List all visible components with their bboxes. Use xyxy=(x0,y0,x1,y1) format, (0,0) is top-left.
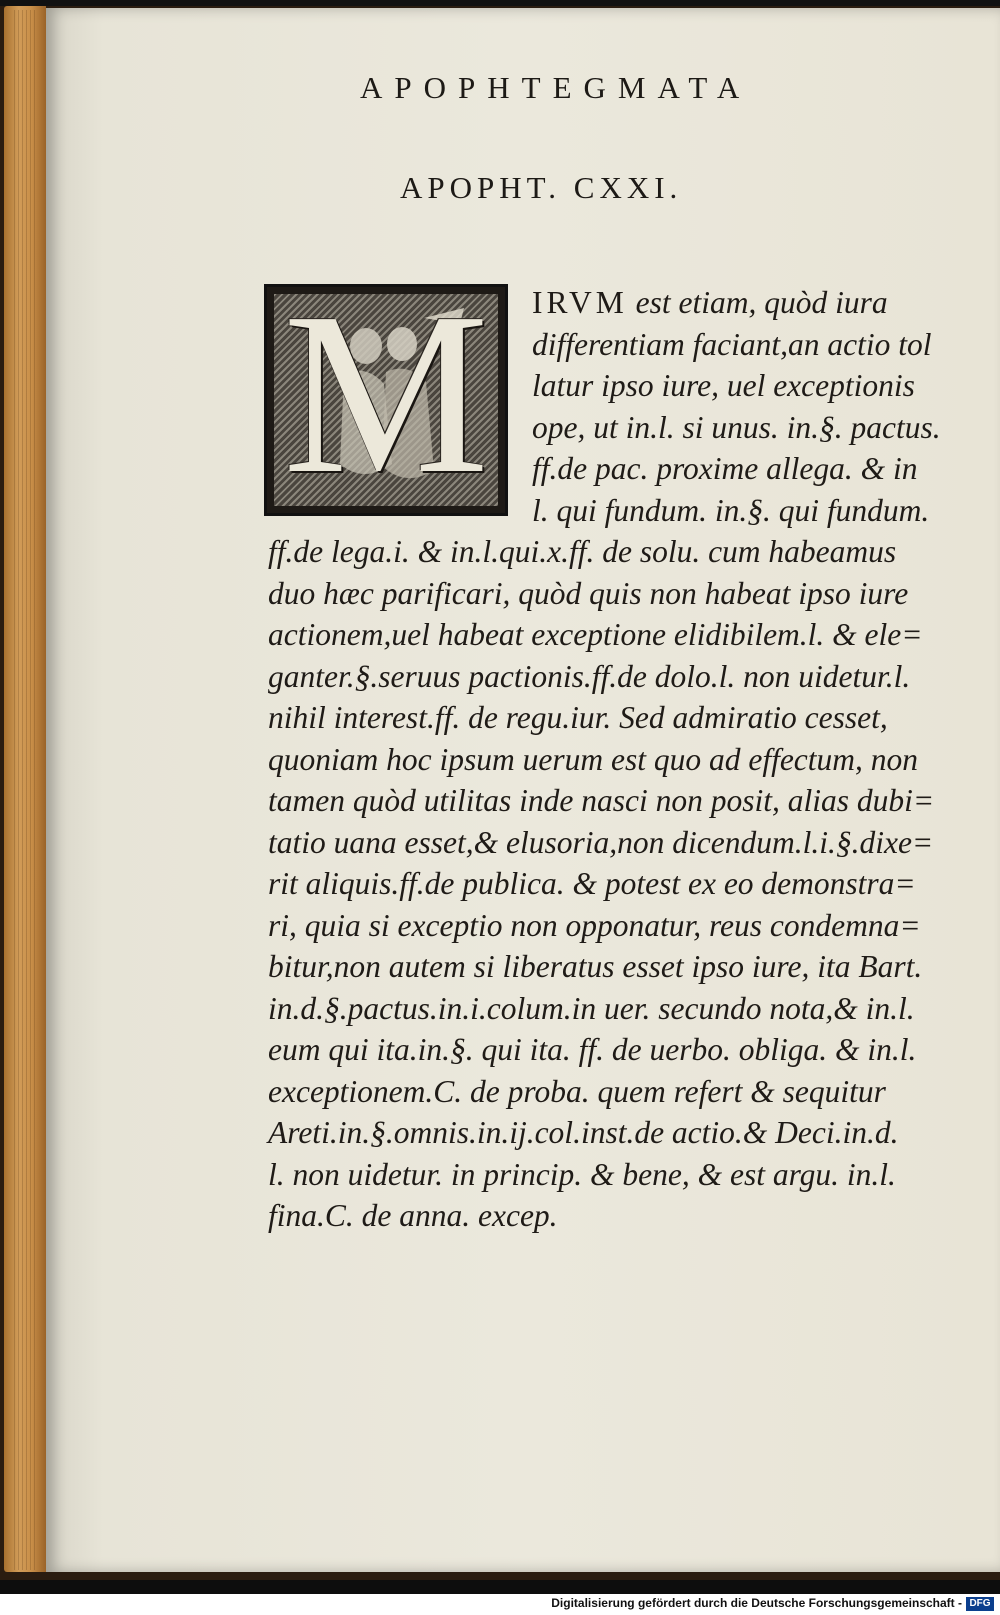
footer-credit: Digitalisierung gefördert durch die Deutsche Forschungsgemeinschaft - xyxy=(551,1596,962,1610)
text-line: tamen quòd utilitas inde nasci non posit, alias dubi= xyxy=(268,783,935,818)
text-line: differentiam faciant,an actio tol xyxy=(532,326,932,362)
chapter-heading: APOPHT. CXXI. xyxy=(400,170,683,205)
text-line: ff.de lega.i. & in.l.qui.x.ff. de solu. cum habeamus xyxy=(268,534,897,569)
text-line: l. non uidetur. in princip. & bene, & est argu. in.l. xyxy=(268,1156,896,1192)
text-line: nihil interest.ff. de regu.iur. Sed admiratio cesset, xyxy=(268,700,888,735)
running-title: APOPHTEGMATA xyxy=(360,70,752,105)
lead-word: IRVM xyxy=(532,285,628,320)
initial-letter: M xyxy=(282,294,490,506)
text-line xyxy=(268,282,958,324)
text-line: tatio uana esset,& elusoria,non dicendum.l.i.§.dixe= xyxy=(268,824,934,860)
text-line: l. qui fundum. in.§. qui fundum. xyxy=(532,492,930,528)
text-line: ope, ut in.l. si unus. in.§. pactus. xyxy=(532,409,941,445)
text-line: bitur,non autem si liberatus esset ipso iure, ita Bart. xyxy=(268,949,923,984)
body-text xyxy=(268,282,958,1237)
page-edge-lines xyxy=(14,10,36,1570)
text-line: latur ipso iure, uel exceptionis xyxy=(532,368,915,403)
text-line: duo hæc parificari, quòd quis non habeat ipso iure xyxy=(268,575,909,611)
text-line: rit aliquis.ff.de publica. & potest ex eo demonstra= xyxy=(268,866,916,901)
dfg-logo-icon: DFG xyxy=(966,1597,994,1611)
text-line: Areti.in.§.omnis.in.ij.col.inst.de actio.& Deci.in.d. xyxy=(268,1115,899,1150)
text-line: ri, quia si exceptio non opponatur, reus condemna= xyxy=(268,907,921,943)
text-line: ganter.§.seruus pactionis.ff.de dolo.l. non uidetur.l. xyxy=(268,658,911,694)
text-line-content: est etiam, quòd iura xyxy=(627,285,888,320)
text-line: fina.C. de anna. excep. xyxy=(268,1198,558,1233)
text-line: exceptionem.C. de proba. quem refert & sequitur xyxy=(268,1073,886,1109)
text-line: in.d.§.pactus.in.i.colum.in uer. secundo nota,& in.l. xyxy=(268,990,915,1026)
text-line: eum qui ita.in.§. qui ita. ff. de uerbo. obliga. & in.l. xyxy=(268,1032,917,1067)
text-line: ff.de pac. proxime allega. & in xyxy=(532,451,918,486)
text-line: quoniam hoc ipsum uerum est quo ad effectum, non xyxy=(268,741,919,777)
text-line: actionem,uel habeat exceptione elidibilem.l. & ele= xyxy=(268,617,923,652)
